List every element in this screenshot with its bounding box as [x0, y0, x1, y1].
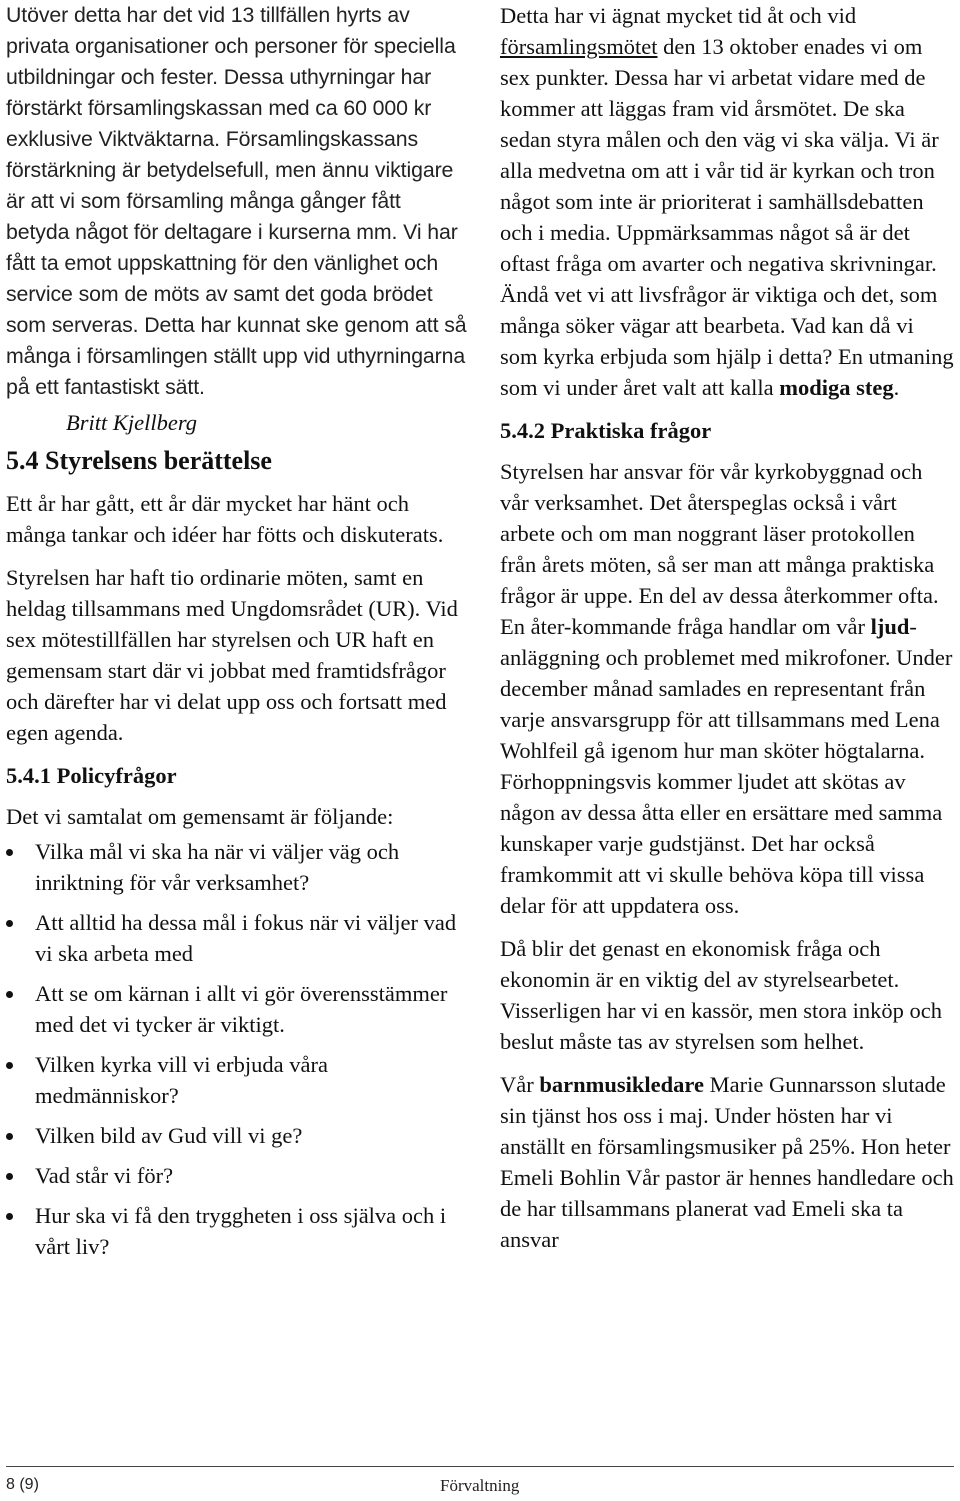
list-item [6, 907, 468, 969]
list-item [6, 1200, 468, 1262]
underlined-term: församlingsmötet [500, 34, 658, 59]
policy-result-paragraph [500, 0, 955, 403]
list-item [6, 836, 468, 898]
list-item-text: Vilka mål vi ska ha när vi väljer väg och inriktning för vår verksamhet? [35, 839, 400, 895]
text-run: Marie Gunnarsson slutade sin tjänst hos oss i maj. Under hösten har vi anställt en församlingsmusiker på 25%. Hon heter Emeli Bohlin Vår pastor är hennes handledare och de har tillsammans planerat vad Emeli ska ta ansvar [500, 1072, 954, 1252]
list-item [6, 1049, 468, 1111]
practical-paragraph [500, 456, 955, 921]
bullet-icon [6, 849, 13, 856]
signature: Britt Kjellberg [66, 410, 198, 435]
music-leader-paragraph [500, 1069, 955, 1255]
text-run: Styrelsen har ansvar för vår kyrkobyggnad och vår verksamhet. Det återspeglas också i vårt arbete och om man noggrant läser protokollen från årets möten, så ser man att många praktiska frågor är uppe. En del av dessa återkommer ofta. En åter-kommande fråga handlar om vår [500, 459, 939, 639]
bold-term: ljud [870, 614, 910, 639]
list-item-text: Att se om kärnan i allt vi gör överensstämmer med det vi tycker är viktigt. [35, 981, 448, 1037]
text-run: . [893, 375, 900, 400]
bullet-icon [6, 1213, 13, 1220]
policy-lead: Det vi samtalat om gemensamt är följande: [6, 804, 394, 829]
bold-term: modiga steg [779, 375, 894, 400]
bullet-icon [6, 1173, 13, 1180]
subsection-heading-policy: 5.4.1 Policyfrågor [6, 763, 177, 788]
list-item [6, 1160, 468, 1191]
policy-list [6, 836, 468, 1262]
list-item [6, 978, 468, 1040]
footer-divider [6, 1466, 954, 1467]
bullet-icon [6, 1062, 13, 1069]
intro-paragraph: Ett år har gått, ett år där mycket har hänt och många tankar och idéer har fötts och diskuterats. [6, 491, 444, 547]
bold-term: barnmusikledare [539, 1072, 704, 1097]
list-item-text: Att alltid ha dessa mål i fokus när vi väljer vad vi ska arbeta med [35, 910, 457, 966]
list-item [6, 1120, 468, 1151]
text-run: Vår [500, 1072, 540, 1097]
footer-section-title: Förvaltning [440, 1476, 520, 1495]
bullet-icon [6, 1133, 13, 1140]
page-number: 8 (9) [6, 1476, 39, 1493]
bullet-icon [6, 991, 13, 998]
list-item-text: Vad står vi för? [35, 1163, 174, 1188]
subsection-heading-practical: 5.4.2 Praktiska frågor [500, 418, 712, 443]
meetings-paragraph: Styrelsen har haft tio ordinarie möten, samt en heldag tillsammans med Ungdomsrådet (UR). Vid sex mötestillfällen har styrelsen och UR haft en gemensam start där vi jobbat med framtidsfrågor och därefter har vi delat upp oss och fortsatt med egen agenda. [6, 565, 458, 745]
section-heading: 5.4 Styrelsens berättelse [6, 446, 272, 475]
list-item-text: Vilken kyrka vill vi erbjuda våra medmänniskor? [35, 1052, 328, 1108]
economy-paragraph: Då blir det genast en ekonomisk fråga och ekonomin är en viktig del av styrelsearbetet. Visserligen har vi en kassör, men stora inköp och beslut måste tas av styrelsen som helhet. [500, 936, 943, 1054]
list-item-text: Hur ska vi få den tryggheten i oss själva och i vårt liv? [35, 1203, 447, 1259]
rental-paragraph: Utöver detta har det vid 13 tillfällen hyrts av privata organisationer och personer för speciella utbildningar och fester. Dessa uthyrningar har förstärkt församlingskassan med ca 60 000 kr exklusive Viktväktarna. Församlingskassans förstärkning är betydelsefull, men ännu viktigare är att vi som församling många gånger fått betyda något för deltagare i kurserna mm. Vi har fått ta emot uppskattning för den vänlighet och service som de möts av samt det goda brödet som serveras. Detta har kunnat ske genom att så många i församlingen ställt upp vid uthyrningarna på ett fantastiskt sätt. [6, 3, 467, 399]
text-run: Detta har vi ägnat mycket tid åt och vid [500, 3, 857, 28]
right-column [500, 0, 955, 1255]
left-column [6, 0, 468, 1271]
text-run: -anläggning och problemet med mikrofoner. Under december månad samlades en representant från varje ansvarsgrupp för att tillsammans med Lena Wohlfeil gå igenom hur man sköter högtalarna. Förhoppningsvis kommer ljudet att skötas av någon av dessa åtta eller en ersättare med samma kunskaper varje gudstjänst. Det har också framkommit att vi skulle behöva köpa till vissa delar för att uppdatera oss. [500, 614, 953, 918]
text-run: den 13 oktober enades vi om sex punkter. Dessa har vi arbetat vidare med de kommer att läggas fram vid årsmötet. De ska sedan styra målen och den väg vi ska välja. Vi är alla medvetna om att i vår tid är kyrkan och tron något som inte är prioriterat i samhällsdebatten och i media. Uppmärksammas något så är det oftast fråga om avarter och negativa skrivningar. Ändå vet vi att livsfrågor är viktiga och det, som många söker vägar att bearbeta. Vad kan då vi som kyrka erbjuda som hjälp i detta? En utmaning som vi under året valt att kalla [500, 34, 954, 400]
list-item-text: Vilken bild av Gud vill vi ge? [35, 1123, 303, 1148]
bullet-icon [6, 920, 13, 927]
